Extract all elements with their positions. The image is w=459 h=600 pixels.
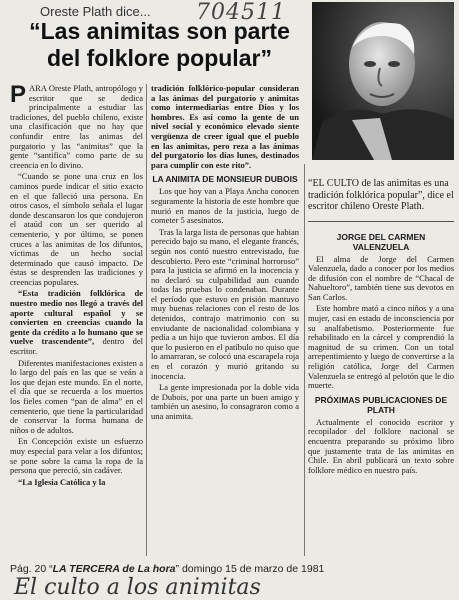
col1-paragraph-5: En Concepción existe un esfuerzo muy especial para velar a los difuntos; se pone sobre la cama la ropa de la persona que pereció, sin cadáver. <box>10 436 143 476</box>
col1-paragraph-4: Diferentes manifestaciones existen a lo largo del país en las que se veán a los que dejan este mundo. En el norte, el día que se recuerda a los muertos los fieles comen “pan de alma” en el cementerio, que tiene la particularidad de conservar la forma humana de niños o de adultos. <box>10 357 143 435</box>
subhead-publicaciones: PRÓXIMAS PUBLICACIONES DE PLATH <box>314 394 448 415</box>
col3-paragraph-3: Actualmente el conocido escritor y recopilador del folklore nacional se encuentra preparando su próximo libro que justamente trata de las animitas en Chile. En abril publicará un texto sobre folklore médico en nuestro país. <box>308 416 454 475</box>
footer-prefix: Pág. 20 “ <box>10 563 53 575</box>
col1-paragraph-2: “Cuando se pone una cruz en los caminos puede indicar el sitio exacto en el que falleció una persona. En otros casos, el símbolo señala el lugar donde descansaron los que condujeron el ataúd con un ser querido al cementerio, y por último, se ponen cruces a las animitas de los difuntos, víctimas de un hecho social determinado que causó impacto. De éstas se desprenden las tradiciones y creencias populares. <box>10 171 143 287</box>
column-divider-2 <box>304 164 305 556</box>
col1-bold-quote: “Esta tradición folklórica de nuestro medio nos llegó a través del aporte cultural español y se convierten en creencias cuando la gente da crédito a lo humano que se vuelve trascendente”, <box>10 288 143 347</box>
col1-quote-tail: dentro del escritor. <box>10 336 144 357</box>
col1-paragraph-1: ARA Oreste Plath, antropólogo y escritor que se dedica principalmente a estudiar las tradiciones, del pueblo chileno, existe una clasificación que no hay que confundir entre las animas del purgatorio y las “animitas” que la gente “santifica” como parte de su creencia en lo divino. <box>10 83 143 170</box>
article-column-3 <box>308 170 454 477</box>
footer-date: ” domingo 15 de marzo de 1981 <box>175 563 325 575</box>
col3-paragraph-2: Este hombre mató a cinco niños y a una mujer, casi en estado de inconsciencia por su analfabetismo. Posteriormente fue rehabilitado en la cárcel y comprendió la magnitud de su crimen. Con un total arrepentimiento y luego de convertirse a la religión católica, Jorge del Carmen Valenzuela se entregó al pelotón que le dio muerte. <box>308 303 454 391</box>
subhead-valenzuela: JORGE DEL CARMEN VALENZUELA <box>336 231 426 252</box>
drop-cap: P <box>10 81 27 108</box>
col2-paragraph-2: Los que hoy van a Playa Ancha conocen seguramente la historia de este hombre que murió en manos de la justicia, luego de cometer 5 asesinatos. <box>151 186 299 226</box>
article-column-2 <box>151 84 299 424</box>
col1-paragraph-6: “La Iglesia Católica y la <box>18 476 106 487</box>
headline-line-2: del folklore popular” <box>47 45 272 71</box>
page-footer <box>10 563 324 575</box>
article-column-1 <box>10 81 144 489</box>
photo-caption-pullquote: “EL CULTO de las animitas es una tradición folklórica popular”, dice el escritor chileno Oreste Plath. <box>308 178 454 222</box>
footer-paper-name: LA TERCERA de La hora <box>52 563 176 575</box>
col2-paragraph-3: Tras la larga lista de personas que habian perecido bajo su mano, el elegante francés, según nos contó nuestro entrevistado, fue descubierto. Pero este “criminal horroroso” para la justicia se afirmó en la inocencia y no declaró su culpabilidad aun cuando todas las pruebas lo condenaban. Durante el período que estuvo en prisión mantuvo muy buenas relaciones con el resto de los detenidos, contrajo matrimonio con su enviudante de nacionalidad colombiana y pedía a un hijo que tuvieron ambos. El día que lo pusieron en el patíbulo no quiso que lo amarraran, se colocó una escarapela roja en el corazón y murió gritando su inocencia. <box>151 226 299 381</box>
handwritten-archive-code: 704511 <box>196 0 286 25</box>
portrait-photo <box>312 2 454 160</box>
portrait-photo-icon <box>312 2 454 160</box>
headline-line-1: “Las animitas son parte <box>29 18 290 44</box>
col2-paragraph-1: tradición folklórico-popular consideran a las ánimas del purgatorio y animitas como intermediarias entre Dios y los hombres. Es así como la gente de un nivel social y económico elevado siente vergüenza de creer igual que el pueblo en las animitas, pero reza a las ánimas del purgatorio los días lunes, destinados para cumplir con este rito”. <box>151 83 299 170</box>
col2-paragraph-4: La gente impresionada por la doble vida de Dubois, por una parte un buen amigo y también un asesino, lo consagraron como a una animita. <box>151 382 299 421</box>
handwritten-note: El culto a los animitas <box>14 575 261 600</box>
kicker: Oreste Plath dice... <box>40 4 151 19</box>
headline <box>12 18 307 72</box>
col3-paragraph-1: El alma de Jorge del Carmen Valenzuela, dado a conocer por los medios de difusión con el nombre de “Chacal de Nahueltoro”, también tiene sus devotos en San Carlos. <box>308 253 454 302</box>
column-divider-1 <box>146 84 147 556</box>
subhead-dubois: LA ANIMITA DE MONSIEUR DUBOIS <box>152 174 298 185</box>
